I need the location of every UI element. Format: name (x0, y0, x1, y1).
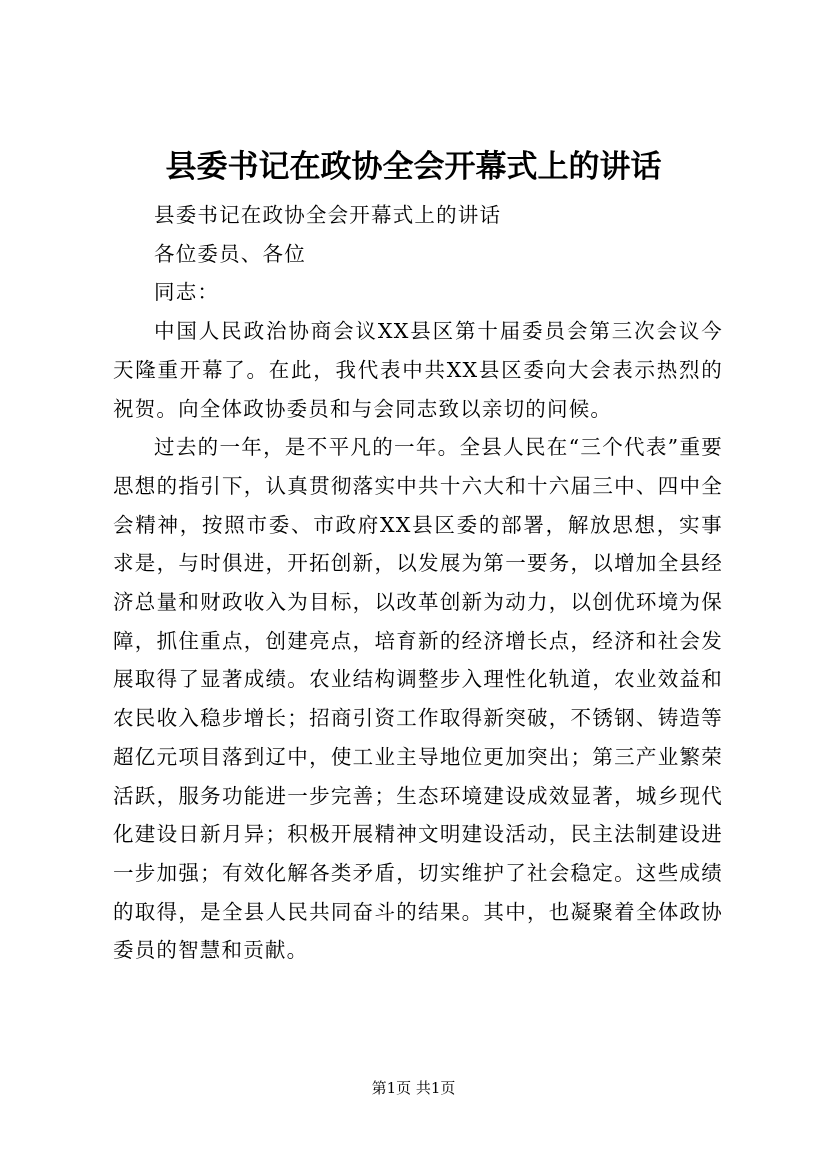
document-body (113, 196, 723, 970)
paragraph-subtitle: 县委书记在政协全会开幕式上的讲话 (154, 203, 502, 227)
paragraph-review: 过去的一年，是不平凡的一年。全县人民在“三个代表”重要思想的指引下，认真贯彻落实中共十六大和十六届三中、四中全会精神，按照市委、市政府XX县区委的部署，解放思想，实事求是，与时俱进，开拓创新，以发展为第一要务，以增加全县经济总量和财政收入为目标，以改革创新为动力，以创优环境为保障，抓住重点，创建亮点，培育新的经济增长点，经济和社会发展取得了显著成绩。农业结构调整步入理性化轨道，农业效益和农民收入稳步增长；招商引资工作取得新突破，不锈钢、铸造等超亿元项目落到辽中，使工业主导地位更加突出；第三产业繁荣活跃，服务功能进一步完善；生态环境建设成效显著，城乡现代化建设日新月异；积极开展精神文明建设活动，民主法制建设进一步加强；有效化解各类矛盾，切实维护了社会稳定。这些成绩的取得，是全县人民共同奋斗的结果。其中，也凝聚着全体政协委员的智慧和贡献。 (113, 435, 723, 963)
paragraph-opening: 中国人民政治协商会议XX县区第十届委员会第三次会议今天隆重开幕了。在此，我代表中共XX县区委向大会表示热烈的祝贺。向全体政协委员和与会同志致以亲切的问候。 (113, 319, 723, 421)
page-number-footer: 第1页 共1页 (371, 1079, 456, 1097)
paragraph-salutation-continued: 同志： (154, 280, 220, 305)
document-title: 县委书记在政协全会开幕式上的讲话 (165, 149, 662, 185)
paragraph-salutation: 各位委员、各位 (154, 241, 306, 266)
